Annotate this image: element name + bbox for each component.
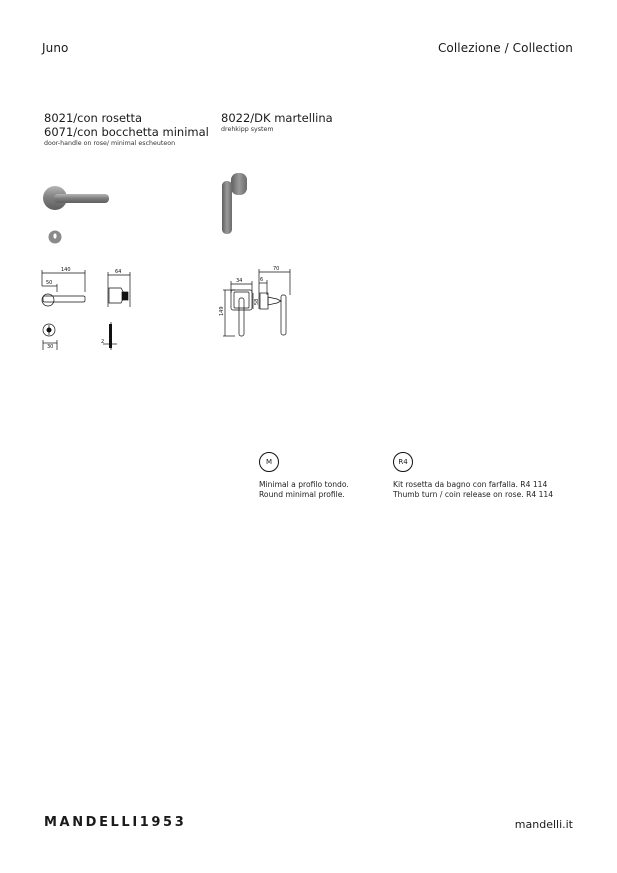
dim-label-rose: 30 [47,344,54,350]
legend-line-en: Round minimal profile. [259,490,345,499]
dim-label-depth: 64 [115,269,122,275]
window-handle-drawing [215,263,295,341]
minimal-badge: M [259,452,279,472]
door-handle-drawing [33,262,143,354]
dim-label-rose: 58 [254,298,260,305]
legend-minimal-note [259,480,349,500]
legend-line-en: Thumb turn / coin release on rose. R4 114 [393,490,554,499]
window-handle-image [214,167,254,239]
dim-label-depth: 70 [273,266,280,272]
website-link[interactable]: mandelli.it [514,818,573,831]
product-8021-heading [44,111,209,147]
collection-label: Collezione / Collection [437,41,573,55]
dim-label-lever: 50 [46,280,53,286]
dim-label-offset: 6 [260,277,264,283]
product-title-line1: 8022/DK martellina [221,111,333,125]
dim-label-width: 140 [61,267,71,273]
product-subtitle: drehkipp system [221,126,274,133]
product-8022-heading [221,111,333,133]
product-title-line2: 6071/con bocchetta minimal [44,125,209,139]
dim-label-plate: 2 [101,339,105,345]
collection-name: Juno [42,41,69,55]
door-handle-image [40,180,115,215]
dim-label-height: 149 [219,306,225,316]
legend-line-it: Minimal a profilo tondo. [259,480,349,489]
product-title-line1: 8021/con rosetta [44,111,143,125]
escutcheon-image [47,229,63,245]
legend-r4-note [393,480,553,500]
r4-badge: R4 [393,452,413,472]
dim-label-width: 34 [236,278,243,284]
legend-line-it: Kit rosetta da bagno con farfalla. R4 114 [393,480,548,489]
brand-logo: MANDELLI1953 [44,815,187,830]
product-subtitle: door-handle on rose/ minimal escheuteon [44,140,176,147]
